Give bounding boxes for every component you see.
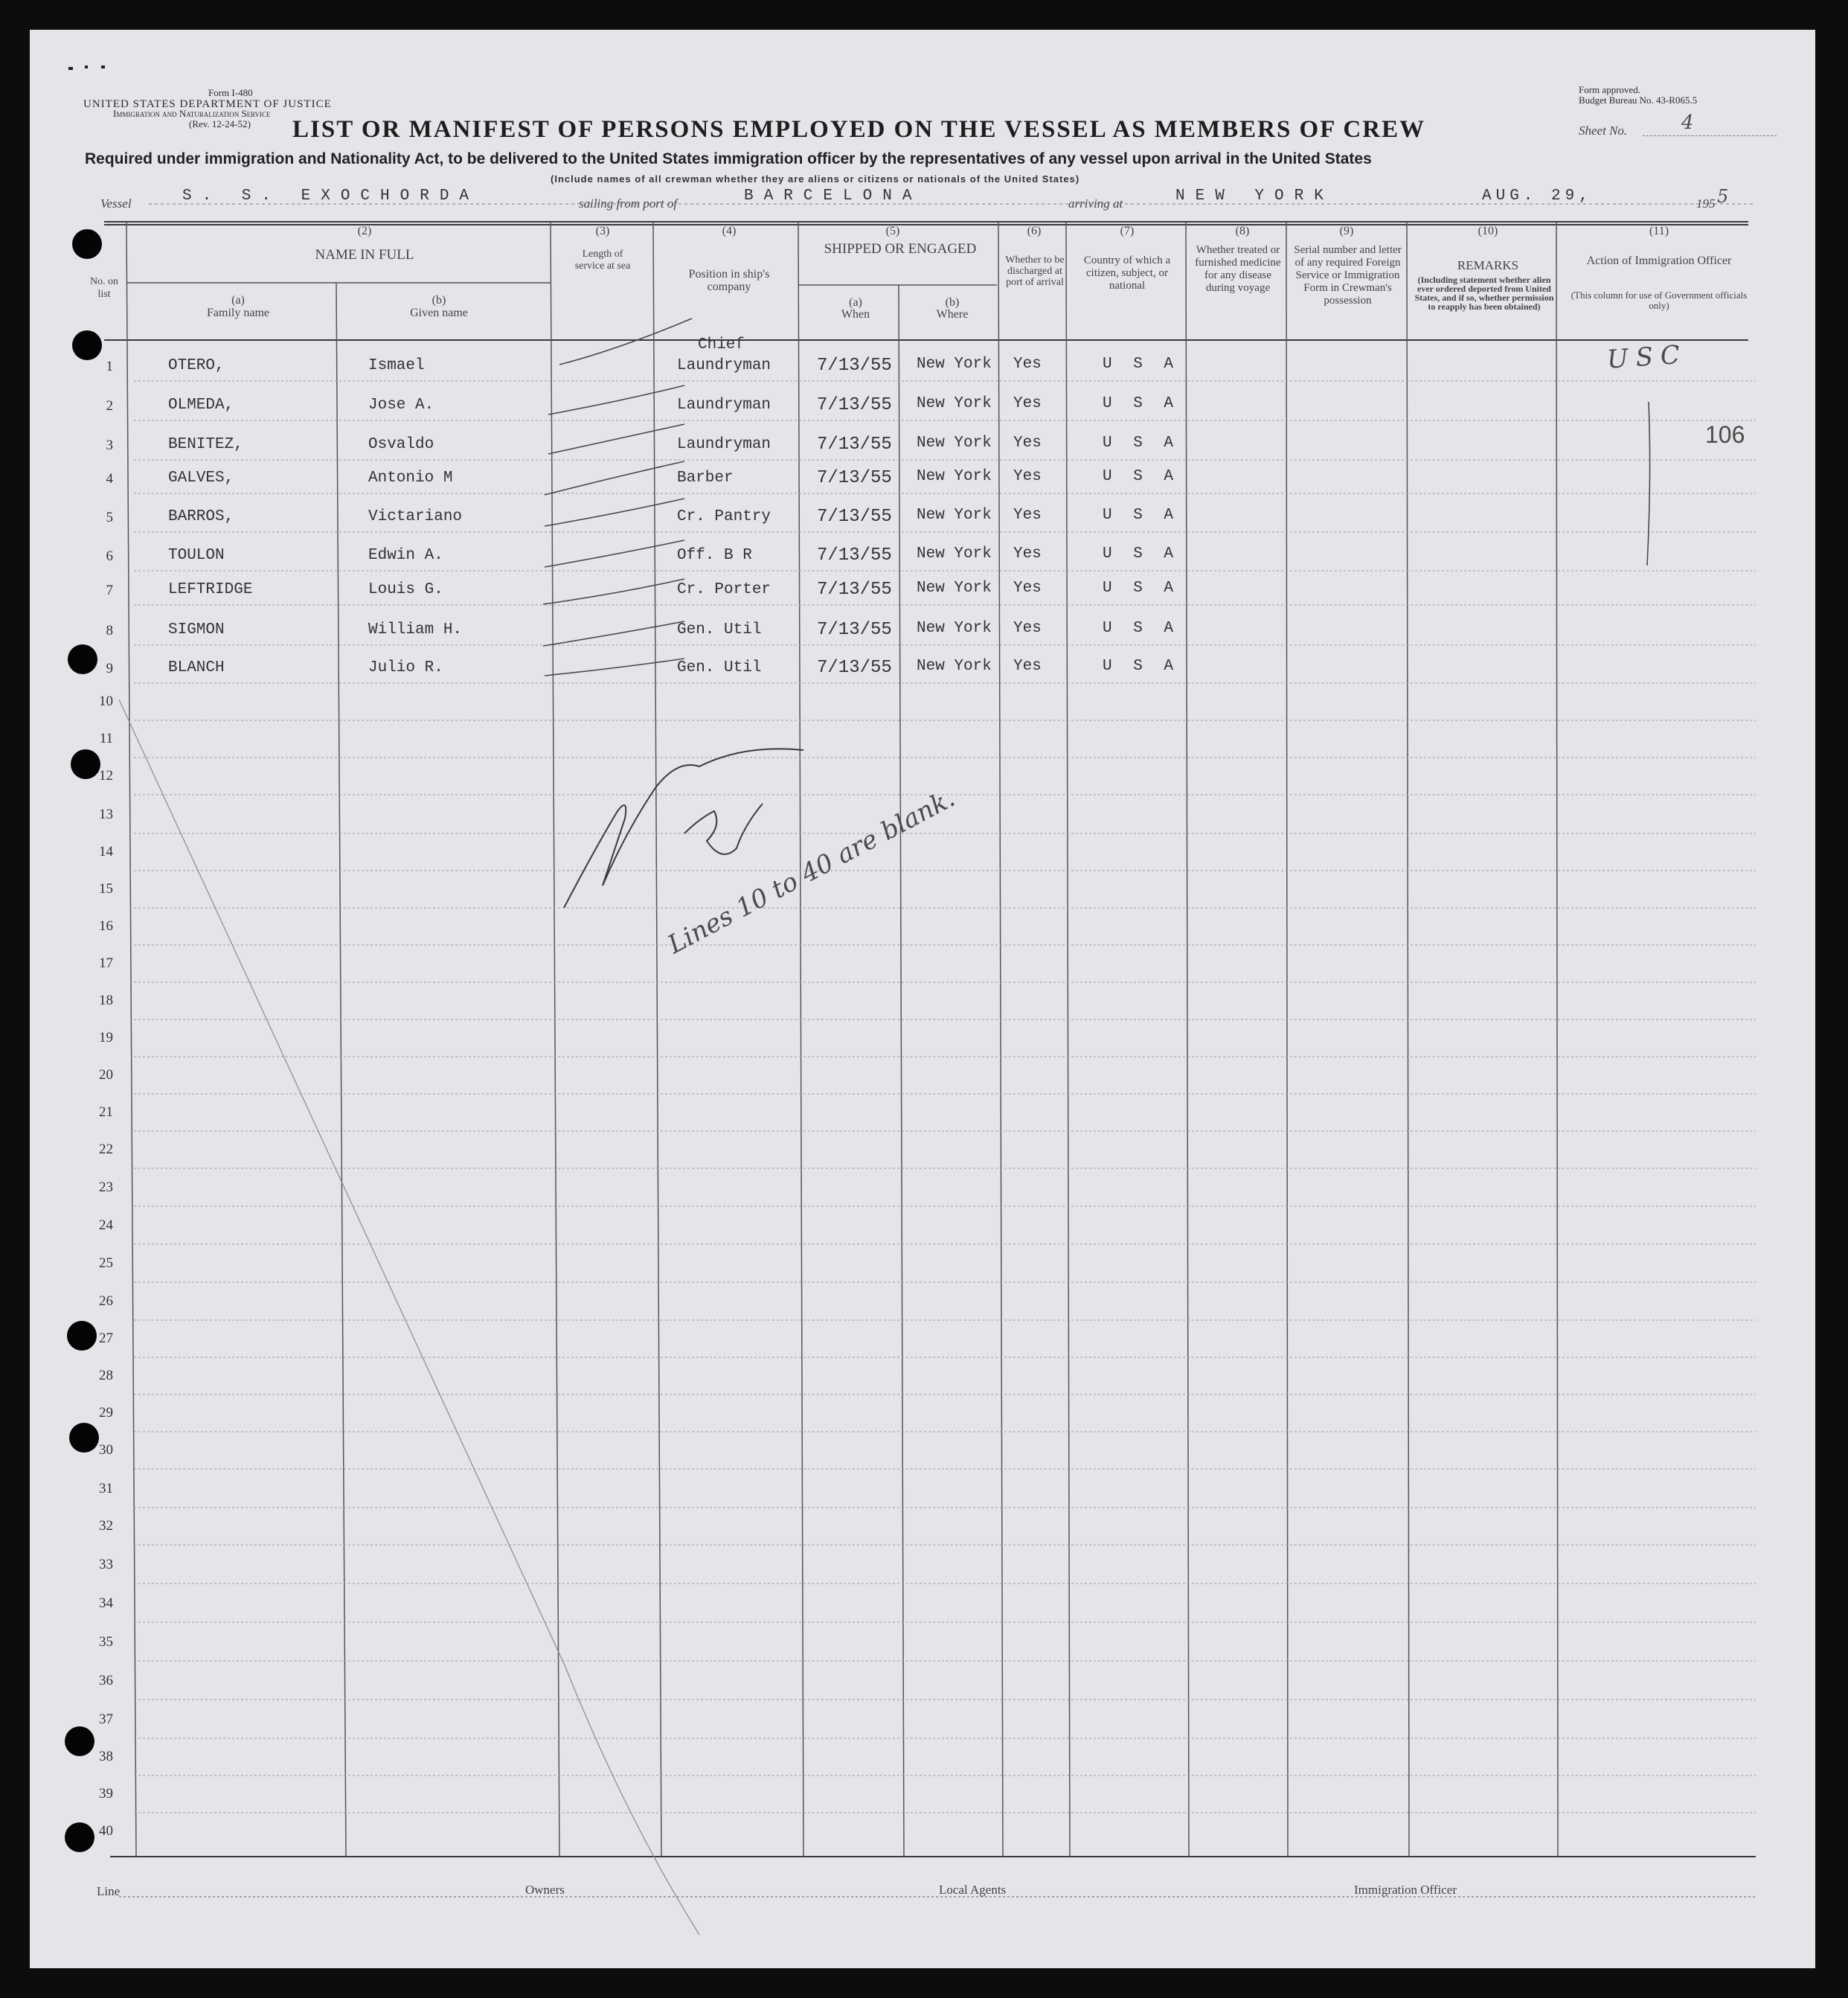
shipped-where: New York — [917, 395, 992, 412]
shipped-when: 7/13/55 — [817, 658, 892, 678]
discharged: Yes — [1013, 468, 1042, 485]
punch-hole — [67, 1321, 97, 1351]
row-number: 2 — [106, 398, 113, 414]
row-number: 34 — [99, 1595, 113, 1611]
col10-number: (10) — [1478, 225, 1498, 237]
col4-number: (4) — [722, 225, 737, 237]
family-name: BENITEZ, — [168, 436, 243, 453]
discharged: Yes — [1013, 356, 1042, 373]
shipped-where: New York — [917, 658, 992, 675]
country: U S A — [1103, 545, 1180, 563]
discharged: Yes — [1013, 620, 1042, 637]
given-name: Antonio M — [368, 470, 453, 487]
col8-label: Whether treated or furnished medicine for any disease during voyage — [1195, 244, 1281, 294]
vessel-name: S. S. EXOCHORDA — [182, 188, 480, 205]
shipped-when: 7/13/55 — [817, 435, 892, 455]
col5-label: SHIPPED OR ENGAGED — [824, 241, 977, 257]
family-name: BLANCH — [168, 659, 225, 676]
given-name: Jose A. — [368, 397, 434, 414]
row-number: 25 — [99, 1255, 113, 1271]
manifest-sheet — [30, 30, 1815, 1968]
footer-officer-label: Immigration Officer — [1354, 1883, 1457, 1897]
row-number: 23 — [99, 1179, 113, 1195]
col6-label: Whether to be discharged at port of arrival — [1005, 254, 1065, 288]
given-name: Ismael — [368, 357, 425, 374]
length-of-service-strokes — [543, 318, 692, 676]
punch-hole — [72, 229, 102, 259]
page-title: LIST OR MANIFEST OF PERSONS EMPLOYED ON THE VESSEL AS MEMBERS OF CREW — [292, 116, 1426, 143]
budget-bureau: Budget Bureau No. 43-R065.5 — [1579, 95, 1698, 106]
row-number: 10 — [99, 694, 113, 709]
position: Laundryman — [677, 436, 771, 453]
col5a-number: (a) — [849, 296, 862, 309]
row-number: 4 — [106, 471, 113, 487]
punch-hole — [71, 749, 100, 779]
col2a-label: Family name — [207, 307, 269, 319]
shipped-where: New York — [917, 435, 992, 452]
country: U S A — [1103, 395, 1180, 412]
shipped-when: 7/13/55 — [817, 468, 892, 488]
arrival-date: AUG. 29, — [1482, 188, 1593, 205]
col8-number: (8) — [1235, 225, 1250, 237]
row-number: 8 — [106, 623, 113, 638]
col4-label: Position in ship's company — [688, 268, 770, 293]
family-name: OTERO, — [168, 357, 225, 374]
given-name: Julio R. — [368, 659, 443, 676]
position: Cr. Porter — [677, 581, 771, 598]
row-number: 30 — [99, 1442, 113, 1458]
speck — [101, 65, 105, 68]
col5b-label: Where — [936, 308, 969, 321]
row-number: 6 — [106, 548, 113, 564]
row-number: 26 — [99, 1293, 113, 1309]
col11-note: (This column for use of Government officials only) — [1571, 289, 1748, 311]
include-note: (Include names of all crewman whether they are aliens or citizens or nationals of the United States) — [551, 173, 1080, 185]
speck — [68, 67, 73, 70]
shipped-when: 7/13/55 — [817, 580, 892, 600]
blank-lines-note: Lines 10 to 40 are blank. — [663, 783, 960, 960]
row-number: 5 — [106, 510, 113, 525]
sailing-label: sailing from port of — [579, 196, 678, 211]
total-count: 106 — [1705, 421, 1745, 448]
form-revision: (Rev. 12-24-52) — [189, 118, 251, 129]
country: U S A — [1103, 507, 1180, 524]
row-number: 40 — [99, 1823, 113, 1839]
position-line1: Chief — [698, 336, 745, 353]
row-number: 15 — [99, 881, 113, 897]
country: U S A — [1103, 658, 1180, 675]
shipped-where: New York — [917, 545, 992, 563]
row-number: 22 — [99, 1142, 113, 1157]
footer-owners-label: Owners — [525, 1883, 565, 1897]
row-number: 35 — [99, 1634, 113, 1650]
col11-number: (11) — [1649, 225, 1669, 237]
row-number: 16 — [99, 918, 113, 934]
row-number: 11 — [99, 731, 113, 746]
diagonal-cancel-line — [119, 699, 699, 1935]
discharged: Yes — [1013, 507, 1042, 524]
shipped-when: 7/13/55 — [817, 395, 892, 415]
shipped-when: 7/13/55 — [817, 620, 892, 640]
row-number: 28 — [99, 1368, 113, 1383]
row-number: 3 — [106, 438, 113, 453]
col3-number: (3) — [595, 225, 610, 237]
col2-number: (2) — [357, 225, 372, 237]
family-name: OLMEDA, — [168, 397, 234, 414]
col10-label: REMARKS — [1457, 258, 1519, 272]
speck — [85, 65, 88, 68]
col6-number: (6) — [1027, 225, 1042, 237]
row-number: 27 — [99, 1331, 113, 1346]
country: U S A — [1103, 356, 1180, 373]
col2-label: NAME IN FULL — [315, 247, 414, 263]
row-number: 24 — [99, 1217, 113, 1233]
given-name: Edwin A. — [368, 547, 443, 564]
shipped-when: 7/13/55 — [817, 356, 892, 376]
row-number: 31 — [99, 1481, 113, 1496]
form-approved: Form approved. — [1579, 84, 1641, 95]
family-name: GALVES, — [168, 470, 234, 487]
given-name: Osvaldo — [368, 436, 434, 453]
discharged: Yes — [1013, 580, 1042, 597]
row-number: 17 — [99, 955, 113, 971]
col7-label: Country of which a citizen, subject, or national — [1083, 254, 1171, 292]
discharged: Yes — [1013, 435, 1042, 452]
row-number: 39 — [99, 1786, 113, 1802]
country: U S A — [1103, 468, 1180, 485]
discharged: Yes — [1013, 395, 1042, 412]
country: U S A — [1103, 580, 1180, 597]
given-name: Louis G. — [368, 581, 443, 598]
position: Gen. Util — [677, 659, 762, 676]
col9-number: (9) — [1339, 225, 1354, 237]
col5-number: (5) — [885, 225, 900, 237]
shipped-where: New York — [917, 507, 992, 524]
discharged: Yes — [1013, 545, 1042, 563]
col7-number: (7) — [1120, 225, 1135, 237]
row-number: 21 — [99, 1104, 113, 1120]
service-name: Immigration and Naturalization Service — [113, 108, 271, 119]
row-number: 9 — [106, 661, 113, 676]
port-from: BARCELONA — [744, 188, 923, 205]
sheet-label: Sheet No. — [1579, 124, 1628, 138]
family-name: LEFTRIDGE — [168, 581, 253, 598]
shipped-where: New York — [917, 580, 992, 597]
position: Off. B R — [677, 547, 752, 564]
position: Barber — [677, 470, 734, 487]
punch-hole — [65, 1726, 94, 1756]
row-number: 29 — [99, 1405, 113, 1421]
col2b-number: (b) — [431, 294, 446, 307]
punch-hole — [69, 1423, 99, 1453]
row-number: 38 — [99, 1749, 113, 1764]
footer-line-label: Line — [97, 1884, 121, 1898]
year-suffix: 5 — [1717, 186, 1729, 207]
punch-hole — [72, 330, 102, 360]
row-number: 13 — [99, 807, 113, 822]
row-number: 12 — [99, 768, 113, 784]
position: Laundryman — [677, 397, 771, 414]
punch-hole — [68, 644, 97, 674]
form-number: Form I-480 — [208, 87, 253, 98]
family-name: TOULON — [168, 547, 225, 564]
discharged: Yes — [1013, 658, 1042, 675]
country: U S A — [1103, 620, 1180, 637]
position: Cr. Pantry — [677, 508, 771, 525]
given-name: Victariano — [368, 508, 463, 525]
row-number: 19 — [99, 1030, 113, 1046]
row-number: 1 — [106, 359, 113, 374]
position: Gen. Util — [677, 621, 762, 638]
col11-label: Action of Immigration Officer — [1586, 254, 1732, 267]
col3-label: Length of service at sea — [574, 249, 631, 272]
family-name: BARROS, — [168, 508, 234, 525]
family-name: SIGMON — [168, 621, 225, 638]
col2a-number: (a) — [231, 294, 245, 307]
bracket-stroke — [1647, 402, 1650, 566]
col1-label: No. on list — [89, 276, 119, 300]
row-number: 37 — [99, 1712, 113, 1727]
arriving-label: arriving at — [1068, 196, 1123, 211]
footer-agents-label: Local Agents — [939, 1883, 1007, 1897]
row-number: 18 — [99, 993, 113, 1008]
row-number: 7 — [106, 583, 113, 598]
usc-stamp: USC — [1605, 339, 1689, 375]
row-number: 33 — [99, 1557, 113, 1572]
department-name: UNITED STATES DEPARTMENT OF JUSTICE — [83, 98, 332, 110]
sheet-number: 4 — [1681, 112, 1694, 134]
col10-note: (Including statement whether alien ever ordered deported from United States, and if so, whether permission to reapply has been obtained) — [1414, 275, 1554, 312]
row-number: 20 — [99, 1067, 113, 1083]
punch-hole — [65, 1822, 94, 1852]
shipped-where: New York — [917, 468, 992, 485]
shipped-when: 7/13/55 — [817, 545, 892, 566]
country: U S A — [1103, 435, 1180, 452]
subtitle: Required under immigration and Nationality Act, to be delivered to the United States immigration officer by the representatives of any vessel upon arrival in the United States — [85, 150, 1372, 167]
row-number: 32 — [99, 1518, 113, 1534]
vessel-label: Vessel — [100, 196, 132, 211]
col9-label: Serial number and letter of any required Foreign Service or Immigration Form in Crewman's possession — [1294, 244, 1402, 307]
year-prefix: 195 — [1696, 196, 1716, 211]
position: Laundryman — [677, 357, 771, 374]
col2b-label: Given name — [410, 307, 468, 319]
row-number: 36 — [99, 1673, 113, 1688]
row-number: 14 — [99, 844, 113, 859]
given-name: William H. — [368, 621, 463, 638]
shipped-where: New York — [917, 356, 992, 373]
col5a-label: When — [841, 308, 870, 321]
shipped-where: New York — [917, 620, 992, 637]
col5b-number: (b) — [945, 296, 960, 309]
port-to: NEW YORK — [1175, 188, 1334, 205]
shipped-when: 7/13/55 — [817, 507, 892, 527]
